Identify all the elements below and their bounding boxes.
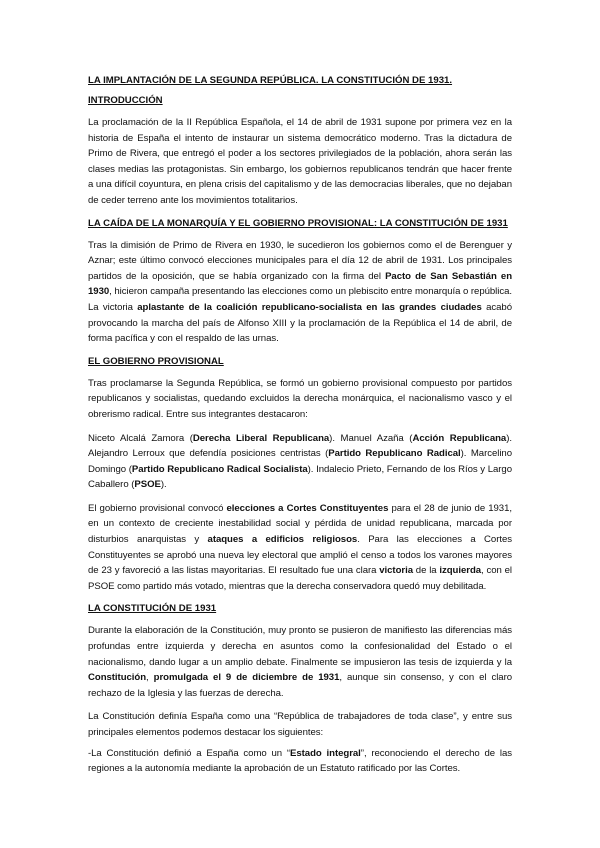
document-title: LA IMPLANTACIÓN DE LA SEGUNDA REPÚBLICA. LA CONSTITUCIÓN DE 1931. [88, 75, 453, 86]
bold-text: Pacto de San Sebastián en 1930 [88, 270, 512, 298]
paragraph: Tras proclamarse la Segunda República, se formó un gobierno provisional compuesto por partidos republicanos y socialistas, quedando excluidos la derecha monárquica, el nacionalismo vasco y el obrerismo radical. Entre sus integrantes destacaron: [88, 377, 512, 420]
paragraph: Niceto Alcalá Zamora (Derecha Liberal Republicana). Manuel Azaña (Acción Republicana). Alejandro Lerroux que defendía posiciones centristas (Partido Republicano Radical). Marcelino Domingo (Partido Republicano Radical Socialista). Indalecio Prieto, Fernando de los Ríos y Largo Caballero (PSOE). [88, 432, 512, 491]
bold-text: Estado integral [290, 747, 361, 759]
document-body [88, 94, 512, 777]
bold-text: Constitución [88, 672, 147, 684]
bold-text: victoria [379, 565, 413, 577]
bold-text: izquierda [439, 565, 482, 577]
section-heading: LA CAÍDA DE LA MONARQUÍA Y EL GOBIERNO PROVISIONAL: LA CONSTITUCIÓN DE 1931 [88, 217, 508, 229]
bold-text: Partido Republicano Radical Socialista [131, 463, 308, 475]
paragraph: La Constitución definía España como una “República de trabajadores de toda clase”, y entre sus principales elementos podemos destacar los siguientes: [88, 711, 512, 738]
bold-text: aplastante de la coalición republicano-socialista en las grandes ciudades [137, 301, 482, 313]
section-heading: LA CONSTITUCIÓN DE 1931 [88, 603, 217, 615]
bold-text: promulgada el 9 de diciembre de 1931 [153, 672, 340, 684]
paragraph: La proclamación de la II República Española, el 14 de abril de 1931 supone por primera vez en la historia de España el intento de instaurar un sistema democrático moderno. Tras la dictadura de Primo de Rivera, que entregó el poder a los sectores privilegiados de la población, ahora serán las clases medias las protagonistas. Sin embargo, los gobiernos republicanos tendrán que hacer frente a una difícil coyuntura, en plena crisis del capitalismo y de las democracias liberales, que no dejaban de ceder terreno ante los movimientos totalitarios. [88, 117, 512, 206]
section-heading: INTRODUCCIÓN [88, 95, 163, 106]
paragraph: El gobierno provisional convocó elecciones a Cortes Constituyentes para el 28 de junio de 1931, en un contexto de creciente inestabilidad social y pérdida de unidad republicana, marcada por disturbios anarquistas y ataques a edificios religiosos. Para las elecciones a Cortes Constituyentes se aprobó una nueva ley electoral que amplió el censo a todos los varones mayores de 23 y favoreció a las listas mayoritarias. El resultado fue una clara victoria de la izquierda, con el PSOE como partido más votado, mientras que la derecha conservadora quedó muy debilitada. [88, 502, 513, 592]
bold-text: PSOE [134, 479, 161, 491]
section-heading: EL GOBIERNO PROVISIONAL [88, 355, 224, 367]
bold-text: Acción Republicana [412, 432, 507, 444]
bold-text: ataques a edificios religiosos [207, 534, 358, 546]
bold-text: Derecha Liberal Republicana [192, 432, 330, 444]
bold-text: Partido Republicano Radical [328, 448, 461, 460]
paragraph: Tras la dimisión de Primo de Rivera en 1930, le sucedieron los gobiernos como el de Berenguer y Aznar; este último convocó elecciones municipales para el día 12 de abril de 1931. Los principales partidos de la oposición, que se había organizado con la firma del Pacto de San Sebastián en 1930, hicieron campaña presentando las elecciones como un plebiscito entre monarquía o república. La victoria aplastante de la coalición republicano-socialista en las grandes ciudades acabó provocando la marcha del país de Alfonso XIII y la proclamación de la República el 14 de abril, de forma pacífica y con el respaldo de las urnas. [88, 239, 513, 345]
bold-text: elecciones a Cortes Constituyentes [226, 502, 389, 514]
paragraph: -La Constitución definió a España como un “Estado integral”, reconociendo el derecho de las regiones a la autonomía mediante la aprobación de un Estatuto ratificado por las Cortes. [88, 747, 513, 775]
paragraph: Durante la elaboración de la Constitución, muy pronto se pusieron de manifiesto las diferencias más profundas entre izquierda y derecha en asuntos como la confesionalidad del Estado o el nacionalismo, dando lugar a un amplio debate. Finalmente se impusieron las tesis de izquierda y la Constitución, promulgada el 9 de diciembre de 1931, aunque sin consenso, y con el claro rechazo de la Iglesia y las fuerzas de derecha. [88, 625, 512, 699]
